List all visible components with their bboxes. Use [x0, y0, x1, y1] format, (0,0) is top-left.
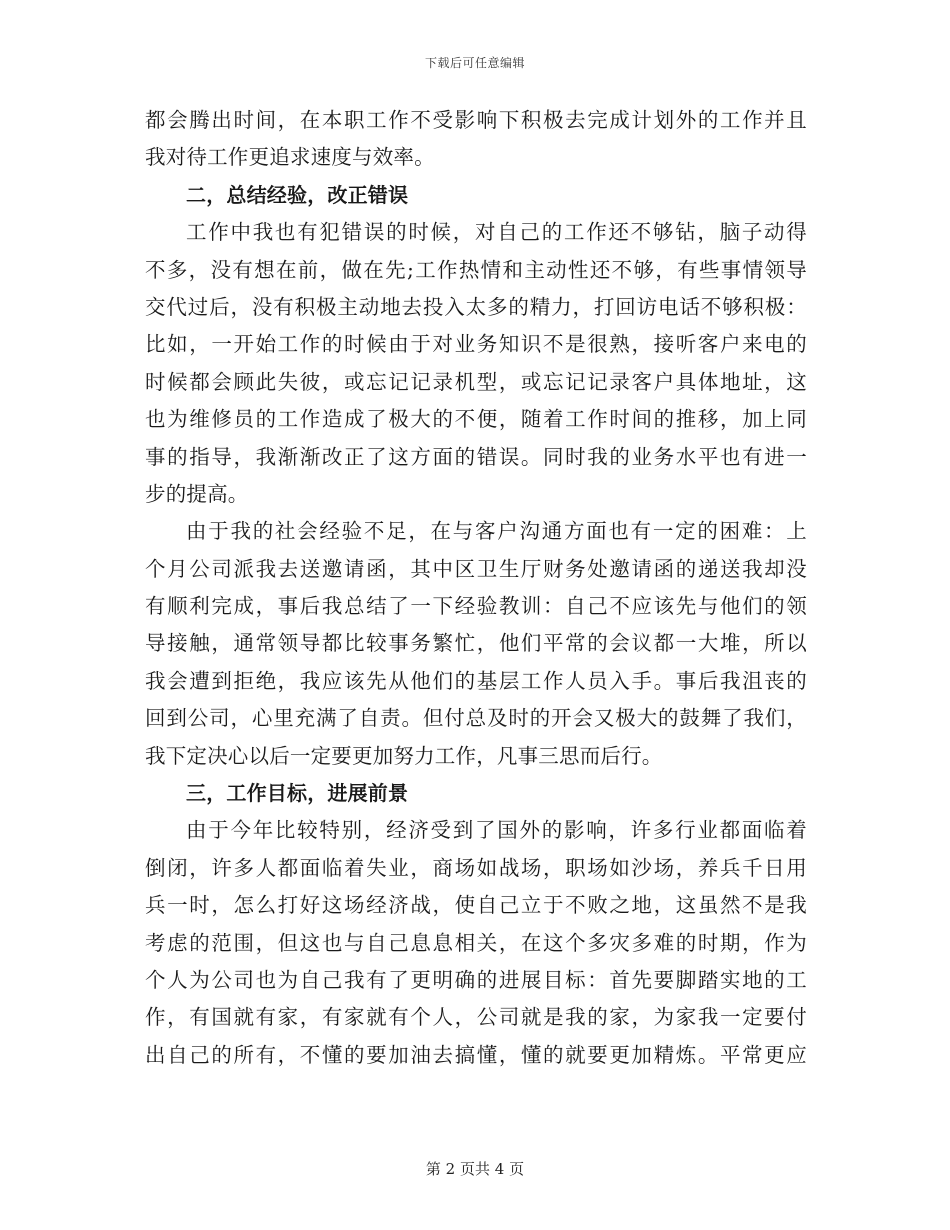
paragraph-line: 比如，一开始工作的时候由于对业务知识不是很熟，接听客户来电的: [145, 332, 807, 357]
paragraph-line: 作，有国就有家，有家就有个人，公司就是我的家，为家我一定要付: [145, 1005, 807, 1030]
paragraph-line: 我下定决心以后一定要更加努力工作，凡事三思而后行。: [145, 743, 663, 768]
section-heading: 三，工作目标，进展前景: [186, 781, 409, 806]
paragraph-line: 交代过后，没有积极主动地去投入太多的精力，打回访电话不够积极：: [145, 294, 807, 319]
paragraph-line: 有顺利完成，事后我总结了一下经验教训：自己不应该先与他们的领: [145, 594, 807, 619]
page-header: 下载后可任意编辑: [424, 56, 525, 70]
paragraph-line: 个月公司派我去送邀请函，其中区卫生厅财务处邀请函的递送我却没: [145, 556, 807, 581]
paragraph-line: 时候都会顾此失彼，或忘记记录机型，或忘记记录客户具体地址，这: [145, 369, 807, 394]
page-footer: 第 2 页共 4 页: [425, 1160, 525, 1178]
paragraph-line: 不多，没有想在前，做在先;工作热情和主动性还不够，有些事情领导: [145, 257, 807, 282]
paragraph-line: 也为维修员的工作造成了极大的不便，随着工作时间的推移，加上同: [145, 407, 807, 432]
paragraph-line: 导接触，通常领导都比较事务繁忙，他们平常的会议都一大堆，所以: [145, 631, 807, 656]
paragraph-line: 由于今年比较特别，经济受到了国外的影响，许多行业都面临着: [186, 818, 807, 843]
document-body: [145, 102, 807, 1074]
paragraph-line: 兵一时，怎么打好这场经济战，使自己立于不败之地，这虽然不是我: [145, 893, 807, 918]
section-heading: 二，总结经验，改正错误: [186, 182, 409, 207]
paragraph-line: 回到公司，心里充满了自责。但付总及时的开会又极大的鼓舞了我们，: [145, 706, 807, 731]
paragraph-line: 我会遭到拒绝，我应该先从他们的基层工作人员入手。事后我沮丧的: [145, 668, 807, 693]
paragraph-line: 倒闭，许多人都面临着失业，商场如战场，职场如沙场，养兵千日用: [145, 855, 807, 880]
paragraph-line: 考虑的范围，但这也与自己息息相关，在这个多灾多难的时期，作为: [145, 930, 807, 955]
paragraph-line: 个人为公司也为自己我有了更明确的进展目标：首先要脚踏实地的工: [145, 967, 807, 992]
paragraph-line: 步的提高。: [145, 481, 249, 506]
paragraph-line: 由于我的社会经验不足，在与客户沟通方面也有一定的困难：上: [186, 519, 807, 544]
paragraph-line: 事的指导，我渐渐改正了这方面的错误。同时我的业务水平也有进一: [145, 444, 807, 469]
paragraph-line: 都会腾出时间，在本职工作不受影响下积极去完成计划外的工作并且: [145, 108, 807, 132]
paragraph-line: 工作中我也有犯错误的时候，对自己的工作还不够钻，脑子动得: [186, 220, 807, 245]
paragraph-line: 出自己的所有，不懂的要加油去搞懂，懂的就要更加精炼。平常更应: [145, 1042, 807, 1067]
paragraph-line: 我对待工作更追求速度与效率。: [145, 145, 435, 170]
